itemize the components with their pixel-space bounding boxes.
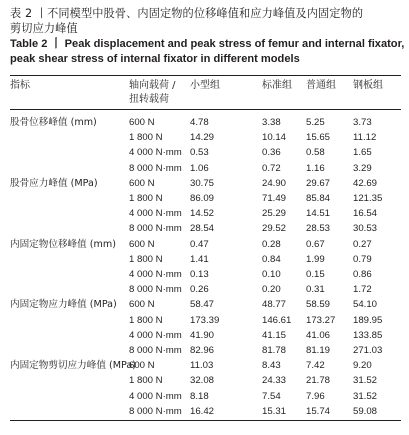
plate-group-value: 0.86: [353, 269, 372, 280]
plate-group-value: 31.52: [353, 390, 378, 402]
plate-group-value: 9.20: [353, 360, 372, 372]
plate-group-value: 59.08: [353, 405, 378, 417]
ordinary-group-value: 0.31: [306, 284, 325, 296]
small-group-value: 8.18: [190, 390, 209, 402]
table-top-rule: [10, 75, 401, 76]
row-load-label: 8 000 N·mm: [129, 162, 182, 174]
plate-group-value: 1.72: [353, 284, 372, 296]
ordinary-group-value: 173.27: [306, 314, 336, 326]
row-index-label: 内固定物位移峰值 (mm): [10, 238, 116, 250]
standard-group-value: 0.84: [262, 253, 281, 265]
caption-english-line-2: peak shear stress of internal fixator in different models: [10, 53, 300, 65]
table-row: [0, 313, 409, 329]
standard-group-value: 24.33: [262, 375, 287, 387]
small-group-value: 28.54: [190, 223, 215, 235]
header-col-ordinary: 普通组: [306, 80, 336, 91]
small-group-value: 14.29: [190, 132, 215, 144]
row-load-label: 1 800 N: [129, 253, 163, 265]
table-bottom-rule: [10, 420, 401, 421]
table-row: [0, 191, 409, 207]
row-load-label: 1 800 N: [129, 375, 163, 387]
table-row: [0, 404, 409, 420]
row-load-label: 600 N: [129, 117, 155, 128]
ordinary-group-value: 15.65: [306, 132, 331, 144]
table-row: [0, 328, 409, 344]
ordinary-group-value: 5.25: [306, 117, 325, 128]
ordinary-group-value: 41.06: [306, 329, 331, 341]
ordinary-group-value: 29.67: [306, 177, 331, 189]
row-load-label: 600 N: [129, 177, 155, 189]
row-load-label: 1 800 N: [129, 314, 163, 326]
standard-group-value: 0.20: [262, 284, 281, 296]
plate-group-value: 31.52: [353, 375, 378, 387]
plate-group-value: 3.29: [353, 162, 372, 174]
row-load-label: 1 800 N: [129, 193, 163, 204]
small-group-value: 0.26: [190, 284, 209, 296]
standard-group-value: 41.15: [262, 329, 287, 341]
row-index-label: 股骨位移峰值 (mm): [10, 117, 97, 128]
standard-group-value: 146.61: [262, 314, 292, 326]
small-group-value: 0.53: [190, 147, 209, 159]
table-row: [0, 389, 409, 405]
table-row: [0, 343, 409, 359]
standard-group-value: 0.72: [262, 162, 281, 174]
caption-chinese-line-1: 表 2 丨不同模型中股骨、内固定物的位移峰值和应力峰值及内固定物的: [10, 7, 364, 20]
ordinary-group-value: 1.16: [306, 162, 325, 174]
row-load-label: 600 N: [129, 360, 155, 372]
small-group-value: 32.08: [190, 375, 215, 387]
table-row: [0, 267, 409, 283]
plate-group-value: 1.65: [353, 147, 372, 159]
standard-group-value: 71.49: [262, 193, 287, 204]
plate-group-value: 189.95: [353, 314, 383, 326]
plate-group-value: 3.73: [353, 117, 372, 128]
small-group-value: 173.39: [190, 314, 220, 326]
plate-group-value: 0.27: [353, 238, 372, 250]
table-row: [0, 237, 409, 253]
table-row: [0, 373, 409, 389]
row-load-label: 8 000 N·mm: [129, 405, 182, 417]
header-index: 指标: [10, 80, 30, 91]
plate-group-value: 121.35: [353, 193, 383, 204]
plate-group-value: 0.79: [353, 253, 372, 265]
table-row: [0, 115, 409, 131]
ordinary-group-value: 0.67: [306, 238, 325, 250]
row-load-label: 4 000 N·mm: [129, 390, 182, 402]
row-index-label: 股骨应力峰值 (MPa): [10, 177, 98, 189]
header-col-standard: 标准组: [262, 80, 292, 91]
ordinary-group-value: 7.96: [306, 390, 325, 402]
table-row: [0, 252, 409, 268]
small-group-value: 86.09: [190, 193, 215, 204]
row-index-label: 内固定物剪切应力峰值 (MPa): [10, 360, 136, 372]
table-row: [0, 206, 409, 222]
standard-group-value: 8.43: [262, 360, 281, 372]
standard-group-value: 3.38: [262, 117, 281, 128]
caption-chinese-line-2: 剪切应力峰值: [10, 22, 78, 35]
row-load-label: 8 000 N·mm: [129, 223, 182, 235]
plate-group-value: 11.12: [353, 132, 377, 144]
caption-english-line-1: Table 2 丨 Peak displacement and peak stress of femur and internal fixator,: [10, 38, 405, 50]
plate-group-value: 16.54: [353, 208, 378, 220]
row-load-label: 4 000 N·mm: [129, 147, 182, 159]
ordinary-group-value: 81.19: [306, 345, 331, 356]
small-group-value: 11.03: [190, 360, 214, 372]
table-caption: [10, 6, 405, 66]
ordinary-group-value: 7.42: [306, 360, 325, 372]
table-row: [0, 176, 409, 192]
small-group-value: 14.52: [190, 208, 215, 220]
table-row: [0, 130, 409, 146]
standard-group-value: 10.14: [262, 132, 287, 144]
table-row: [0, 161, 409, 177]
ordinary-group-value: 0.15: [306, 269, 325, 280]
small-group-value: 1.41: [190, 253, 209, 265]
standard-group-value: 7.54: [262, 390, 281, 402]
small-group-value: 30.75: [190, 177, 215, 189]
row-load-label: 4 000 N·mm: [129, 329, 182, 341]
ordinary-group-value: 15.74: [306, 405, 331, 417]
header-load-line-2: 扭转载荷: [129, 94, 169, 105]
table-row: [0, 145, 409, 161]
ordinary-group-value: 85.84: [306, 193, 331, 204]
table-row: [0, 358, 409, 374]
table-row: [0, 297, 409, 313]
header-load-line-1: 轴向载荷 /: [129, 80, 176, 91]
ordinary-group-value: 14.51: [306, 208, 331, 220]
standard-group-value: 48.77: [262, 299, 287, 311]
header-col-plate: 钢板组: [353, 80, 383, 91]
row-load-label: 8 000 N·mm: [129, 345, 182, 356]
small-group-value: 82.96: [190, 345, 215, 356]
table-row: [0, 221, 409, 237]
row-load-label: 4 000 N·mm: [129, 269, 182, 280]
small-group-value: 58.47: [190, 299, 215, 311]
ordinary-group-value: 0.58: [306, 147, 325, 159]
standard-group-value: 15.31: [262, 405, 287, 417]
plate-group-value: 30.53: [353, 223, 378, 235]
row-load-label: 8 000 N·mm: [129, 284, 182, 296]
ordinary-group-value: 21.78: [306, 375, 331, 387]
standard-group-value: 0.28: [262, 238, 281, 250]
small-group-value: 41.90: [190, 329, 215, 341]
ordinary-group-value: 28.53: [306, 223, 331, 235]
standard-group-value: 0.10: [262, 269, 281, 280]
plate-group-value: 42.69: [353, 177, 378, 189]
row-load-label: 1 800 N: [129, 132, 163, 144]
small-group-value: 0.13: [190, 269, 209, 280]
table-row: [0, 282, 409, 298]
row-load-label: 600 N: [129, 238, 155, 250]
row-index-label: 内固定物应力峰值 (MPa): [10, 299, 117, 311]
row-load-label: 600 N: [129, 299, 155, 311]
plate-group-value: 54.10: [353, 299, 378, 311]
plate-group-value: 133.85: [353, 329, 383, 341]
standard-group-value: 25.29: [262, 208, 287, 220]
small-group-value: 0.47: [190, 238, 209, 250]
standard-group-value: 29.52: [262, 223, 287, 235]
small-group-value: 1.06: [190, 162, 209, 174]
small-group-value: 16.42: [190, 405, 215, 417]
standard-group-value: 24.90: [262, 177, 287, 189]
ordinary-group-value: 58.59: [306, 299, 331, 311]
row-load-label: 4 000 N·mm: [129, 208, 182, 220]
standard-group-value: 81.78: [262, 345, 287, 356]
standard-group-value: 0.36: [262, 147, 281, 159]
small-group-value: 4.78: [190, 117, 209, 128]
header-col-small: 小型组: [190, 80, 220, 91]
table-header-rule: [10, 109, 401, 110]
plate-group-value: 271.03: [353, 345, 383, 356]
ordinary-group-value: 1.99: [306, 253, 325, 265]
